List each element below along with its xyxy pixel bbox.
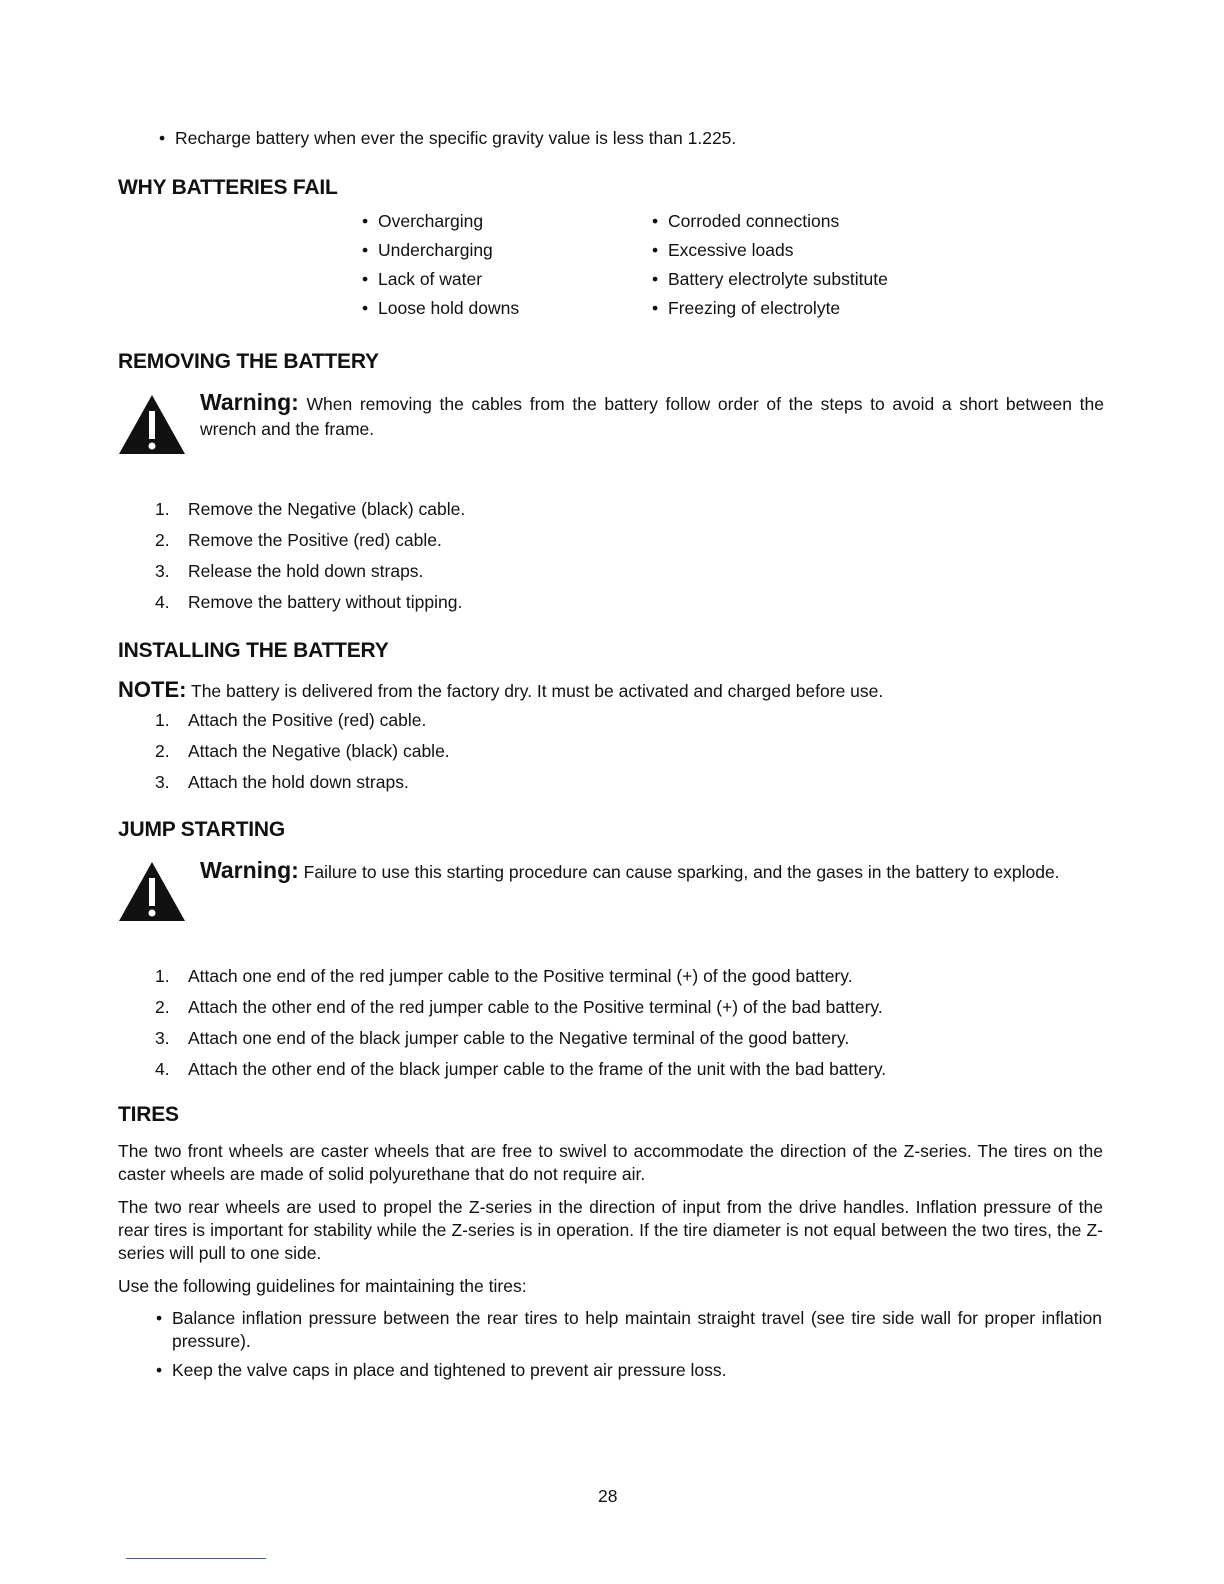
intro-bullet: • Recharge battery when ever the specific gravity value is less than 1.225. [175,128,736,148]
step: Attach the hold down straps. [188,772,409,792]
step: Remove the Negative (black) cable. [188,499,466,519]
list-item: • Balance inflation pressure between the rear tires to help maintain straight travel (see tire side wall for proper inflation pressure). [172,1307,1102,1353]
heading-why-batteries-fail: WHY BATTERIES FAIL [118,176,338,199]
list-item: • Corroded connections [668,211,839,231]
warning-icon [117,393,187,456]
tires-paragraph: The two front wheels are caster wheels that are free to swivel to accommodate the direction of the Z-series. The tires on the caster wheels are made of solid polyurethane that do not require air. [118,1141,1103,1184]
step-number: 4. [155,592,170,612]
list-item: • Lack of water [378,269,482,289]
heading-tires: TIRES [118,1103,179,1126]
warning-jump [200,858,1104,885]
warning-icon [117,860,187,923]
step-number: 2. [155,530,170,550]
list-item: • Battery electrolyte substitute [668,269,888,289]
step: Attach the Positive (red) cable. [188,710,427,730]
heading-removing-battery: REMOVING THE BATTERY [118,350,379,373]
step: Attach the other end of the black jumper cable to the frame of the unit with the bad battery. [188,1059,887,1079]
step-number: 3. [155,1028,170,1048]
step-number: 2. [155,741,170,761]
step: Attach one end of the black jumper cable to the Negative terminal of the good battery. [188,1028,850,1048]
step-number: 1. [155,710,170,730]
list-item: • Freezing of electrolyte [668,298,840,318]
page-number: 28 [598,1486,618,1506]
warning-text: Failure to use this starting procedure can cause sparking, and the gases in the battery to explode. [303,862,1060,882]
note-label: NOTE: [118,677,187,702]
step-number: 3. [155,561,170,581]
step-number: 1. [155,966,170,986]
step: Attach the Negative (black) cable. [188,741,450,761]
step: Release the hold down straps. [188,561,424,581]
warning-text: When removing the cables from the battery follow order of the steps to avoid a short between the wrench and the frame. [200,394,1104,439]
heading-installing-battery: INSTALLING THE BATTERY [118,639,389,662]
warning-label: Warning: [200,389,299,415]
step: Remove the battery without tipping. [188,592,463,612]
step-number: 2. [155,997,170,1017]
step-number: 3. [155,772,170,792]
list-item: • Loose hold downs [378,298,519,318]
step: Attach one end of the red jumper cable to the Positive terminal (+) of the good battery. [188,966,853,986]
tires-paragraph: Use the following guidelines for maintaining the tires: [118,1276,527,1296]
step-number: 1. [155,499,170,519]
list-item: • Undercharging [378,240,493,260]
footer-rule [126,1558,266,1559]
step: Attach the other end of the red jumper cable to the Positive terminal (+) of the bad battery. [188,997,883,1017]
warning-removing [200,390,1104,442]
step: Remove the Positive (red) cable. [188,530,442,550]
step-number: 4. [155,1059,170,1079]
list-item: • Overcharging [378,211,483,231]
tires-paragraph: The two rear wheels are used to propel the Z-series in the direction of input from the drive handles. Inflation pressure of the rear tires is important for stability while the Z-series is in operation. If the tire diameter is not equal between the two tires, the Z-series will pull to one side. [118,1197,1103,1263]
note-text: The battery is delivered from the factory dry. It must be activated and charged before use. [191,681,884,701]
list-item: • Excessive loads [668,240,793,260]
list-item: • Keep the valve caps in place and tightened to prevent air pressure loss. [172,1359,1102,1382]
note [118,677,884,702]
heading-jump-starting: JUMP STARTING [118,818,285,841]
warning-label: Warning: [200,857,299,883]
